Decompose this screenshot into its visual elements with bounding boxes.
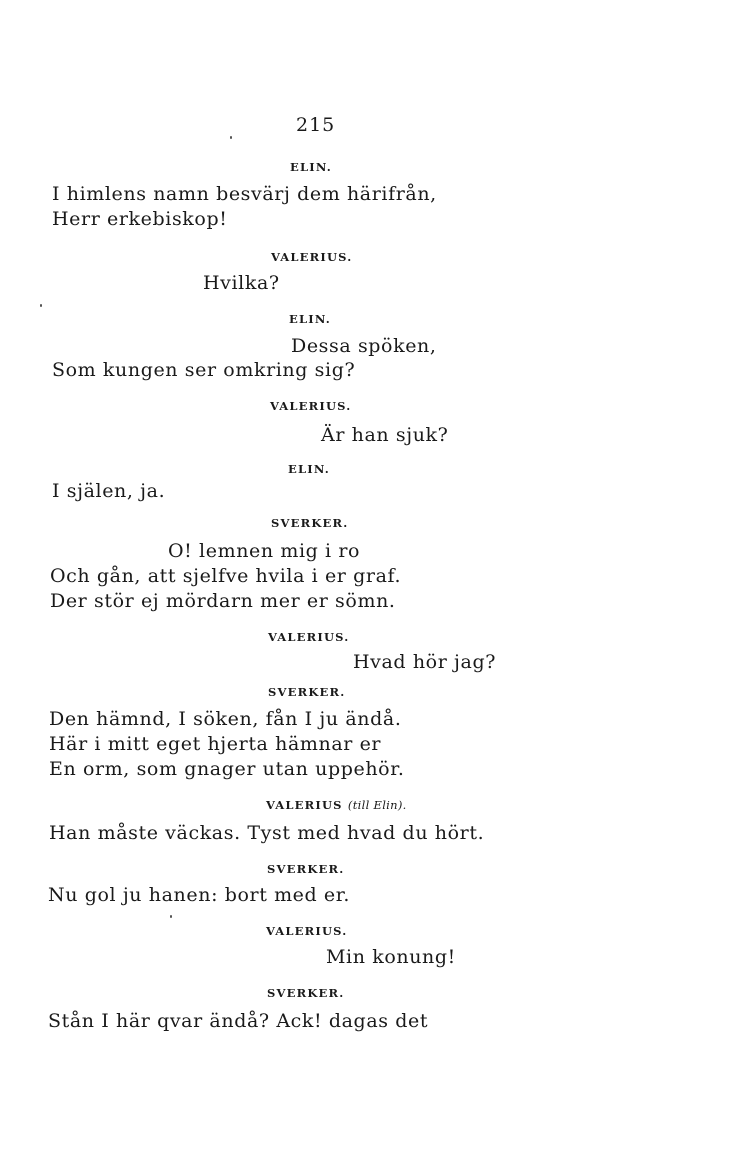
speaker-name: ELIN. bbox=[290, 160, 333, 174]
verse-line: Här i mitt eget hjerta hämnar er bbox=[49, 733, 382, 755]
verse-line: Hvad hör jag? bbox=[353, 651, 496, 673]
verse-line: Der stör ej mördarn mer er sömn. bbox=[50, 590, 396, 612]
speaker-name: SVERKER. bbox=[268, 685, 346, 699]
verse-line: Den hämnd, I söken, fån I ju ändå. bbox=[49, 708, 402, 730]
verse-line: I själen, ja. bbox=[52, 480, 166, 502]
verse-line: I himlens namn besvärj dem härifrån, bbox=[52, 183, 437, 205]
speaker-name: ELIN. bbox=[289, 312, 332, 326]
verse-line: Min konung! bbox=[326, 946, 456, 968]
speaker-name: VALERIUS bbox=[266, 798, 343, 812]
speaker-name: SVERKER. bbox=[267, 862, 345, 876]
verse-line: En orm, som gnager utan uppehör. bbox=[49, 758, 405, 780]
speaker-name: VALERIUS. bbox=[271, 250, 353, 264]
verse-line: Herr erkebiskop! bbox=[52, 208, 228, 230]
verse-line: Nu gol ju hanen: bort med er. bbox=[48, 884, 351, 906]
verse-line: Dessa spöken, bbox=[291, 335, 437, 357]
speaker-name: SVERKER. bbox=[271, 516, 349, 530]
print-speck bbox=[230, 136, 232, 139]
verse-line: Hvilka? bbox=[203, 272, 280, 294]
verse-line: Stån I här qvar ändå? Ack! dagas det bbox=[48, 1010, 429, 1032]
verse-line: Är han sjuk? bbox=[321, 424, 449, 446]
speaker-name: VALERIUS. bbox=[266, 924, 348, 938]
verse-line: Han måste väckas. Tyst med hvad du hört. bbox=[49, 822, 485, 844]
speaker-name: VALERIUS. bbox=[268, 630, 350, 644]
print-speck bbox=[40, 304, 42, 307]
verse-line: O! lemnen mig i ro bbox=[168, 540, 361, 562]
speaker-name: SVERKER. bbox=[267, 986, 345, 1000]
page-number: 215 bbox=[296, 114, 336, 136]
speaker-name: VALERIUS. bbox=[270, 399, 352, 413]
verse-line: Som kungen ser omkring sig? bbox=[52, 359, 356, 381]
speaker-heading bbox=[266, 798, 407, 812]
stage-direction: (till Elin). bbox=[347, 798, 407, 812]
verse-line: Och gån, att sjelfve hvila i er graf. bbox=[50, 565, 402, 587]
print-speck bbox=[170, 915, 172, 918]
speaker-name: ELIN. bbox=[288, 462, 331, 476]
